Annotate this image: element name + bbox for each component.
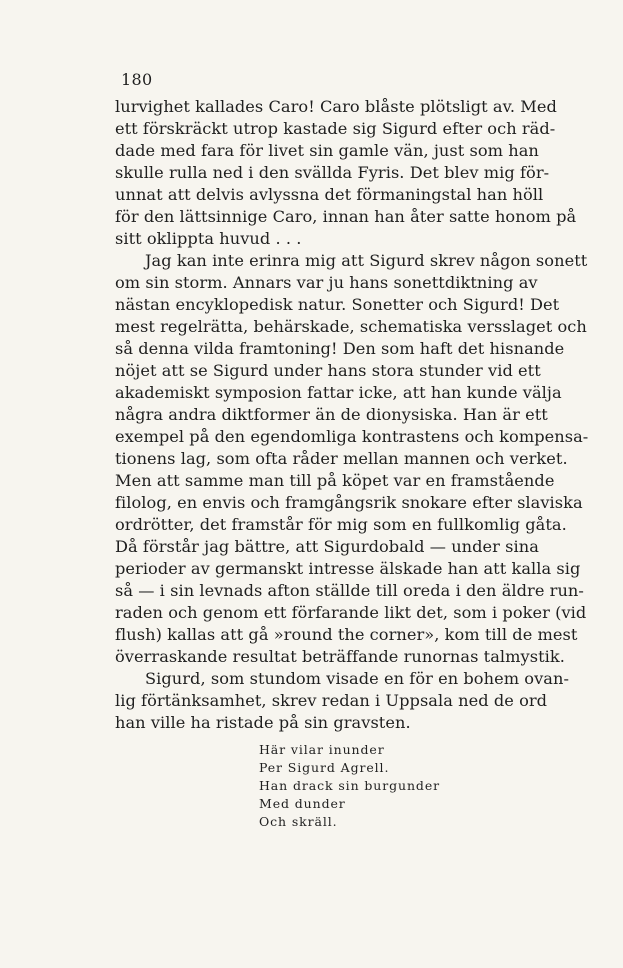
text-line: några andra diktformer än de dionysiska. Han är ett — [115, 405, 548, 424]
text-line: Jag kan inte erinra mig att Sigurd skrev någon sonett — [145, 251, 588, 270]
text-line: Då förstår jag bättre, att Sigurdobald — under sina — [115, 537, 539, 556]
poem-line: Per Sigurd Agrell. — [259, 760, 390, 775]
poem-line: Han drack sin burgunder — [259, 778, 440, 793]
text-line: dade med fara för livet sin gamle vän, just som han — [115, 141, 539, 160]
text-line: mest regelrätta, behärskade, schematiska versslaget och — [115, 317, 587, 336]
text-line: så denna vilda framtoning! Den som haft det hisnande — [115, 339, 565, 358]
text-line: tionens lag, som ofta råder mellan mannen och verket. — [115, 449, 568, 468]
poem-line: Med dunder — [259, 796, 346, 811]
text-line: nöjet att se Sigurd under hans stora stunder vid ett — [115, 361, 541, 380]
text-line: Sigurd, som stundom visade en för en bohem ovan- — [145, 669, 569, 688]
poem-line: Här vilar inunder — [259, 742, 385, 757]
text-line: överraskande resultat beträffande runornas talmystik. — [115, 647, 565, 666]
text-line: unnat att delvis avlyssna det förmaningstal han höll — [115, 185, 544, 204]
page-number: 180 — [121, 70, 153, 89]
text-line: exempel på den egendomliga kontrastens och kompensa- — [115, 427, 589, 446]
text-line: ordrötter, det framstår för mig som en fullkomlig gåta. — [115, 515, 567, 534]
text-line: sitt oklippta huvud . . . — [115, 229, 302, 248]
text-line: om sin storm. Annars var ju hans sonettdiktning av — [115, 273, 538, 292]
text-line: så — i sin levnads afton ställde till oreda i den äldre run- — [115, 581, 584, 600]
poem-line: Och skräll. — [259, 814, 338, 829]
text-line: perioder av germanskt intresse älskade han att kalla sig — [115, 559, 581, 578]
text-line: för den lättsinnige Caro, innan han åter satte honom på — [115, 207, 577, 226]
text-line: raden och genom ett förfarande likt det, som i poker (vid — [115, 603, 587, 622]
text-line: flush) kallas att gå »round the corner», kom till de mest — [115, 625, 578, 644]
text-line: lig förtänksamhet, skrev redan i Uppsala ned de ord — [115, 691, 548, 710]
text-line: han ville ha ristade på sin gravsten. — [115, 713, 411, 732]
text-line: lurvighet kallades Caro! Caro blåste plötsligt av. Med — [115, 97, 557, 116]
text-line: ett förskräckt utrop kastade sig Sigurd efter och räd- — [115, 119, 556, 138]
text-line: filolog, en envis och framgångsrik snokare efter slaviska — [115, 493, 583, 512]
text-line: Men att samme man till på köpet var en framstående — [115, 471, 555, 490]
text-line: akademiskt symposion fattar icke, att han kunde välja — [115, 383, 562, 402]
text-line: skulle rulla ned i den svällda Fyris. Det blev mig för- — [115, 163, 550, 182]
text-line: nästan encyklopedisk natur. Sonetter och Sigurd! Det — [115, 295, 560, 314]
